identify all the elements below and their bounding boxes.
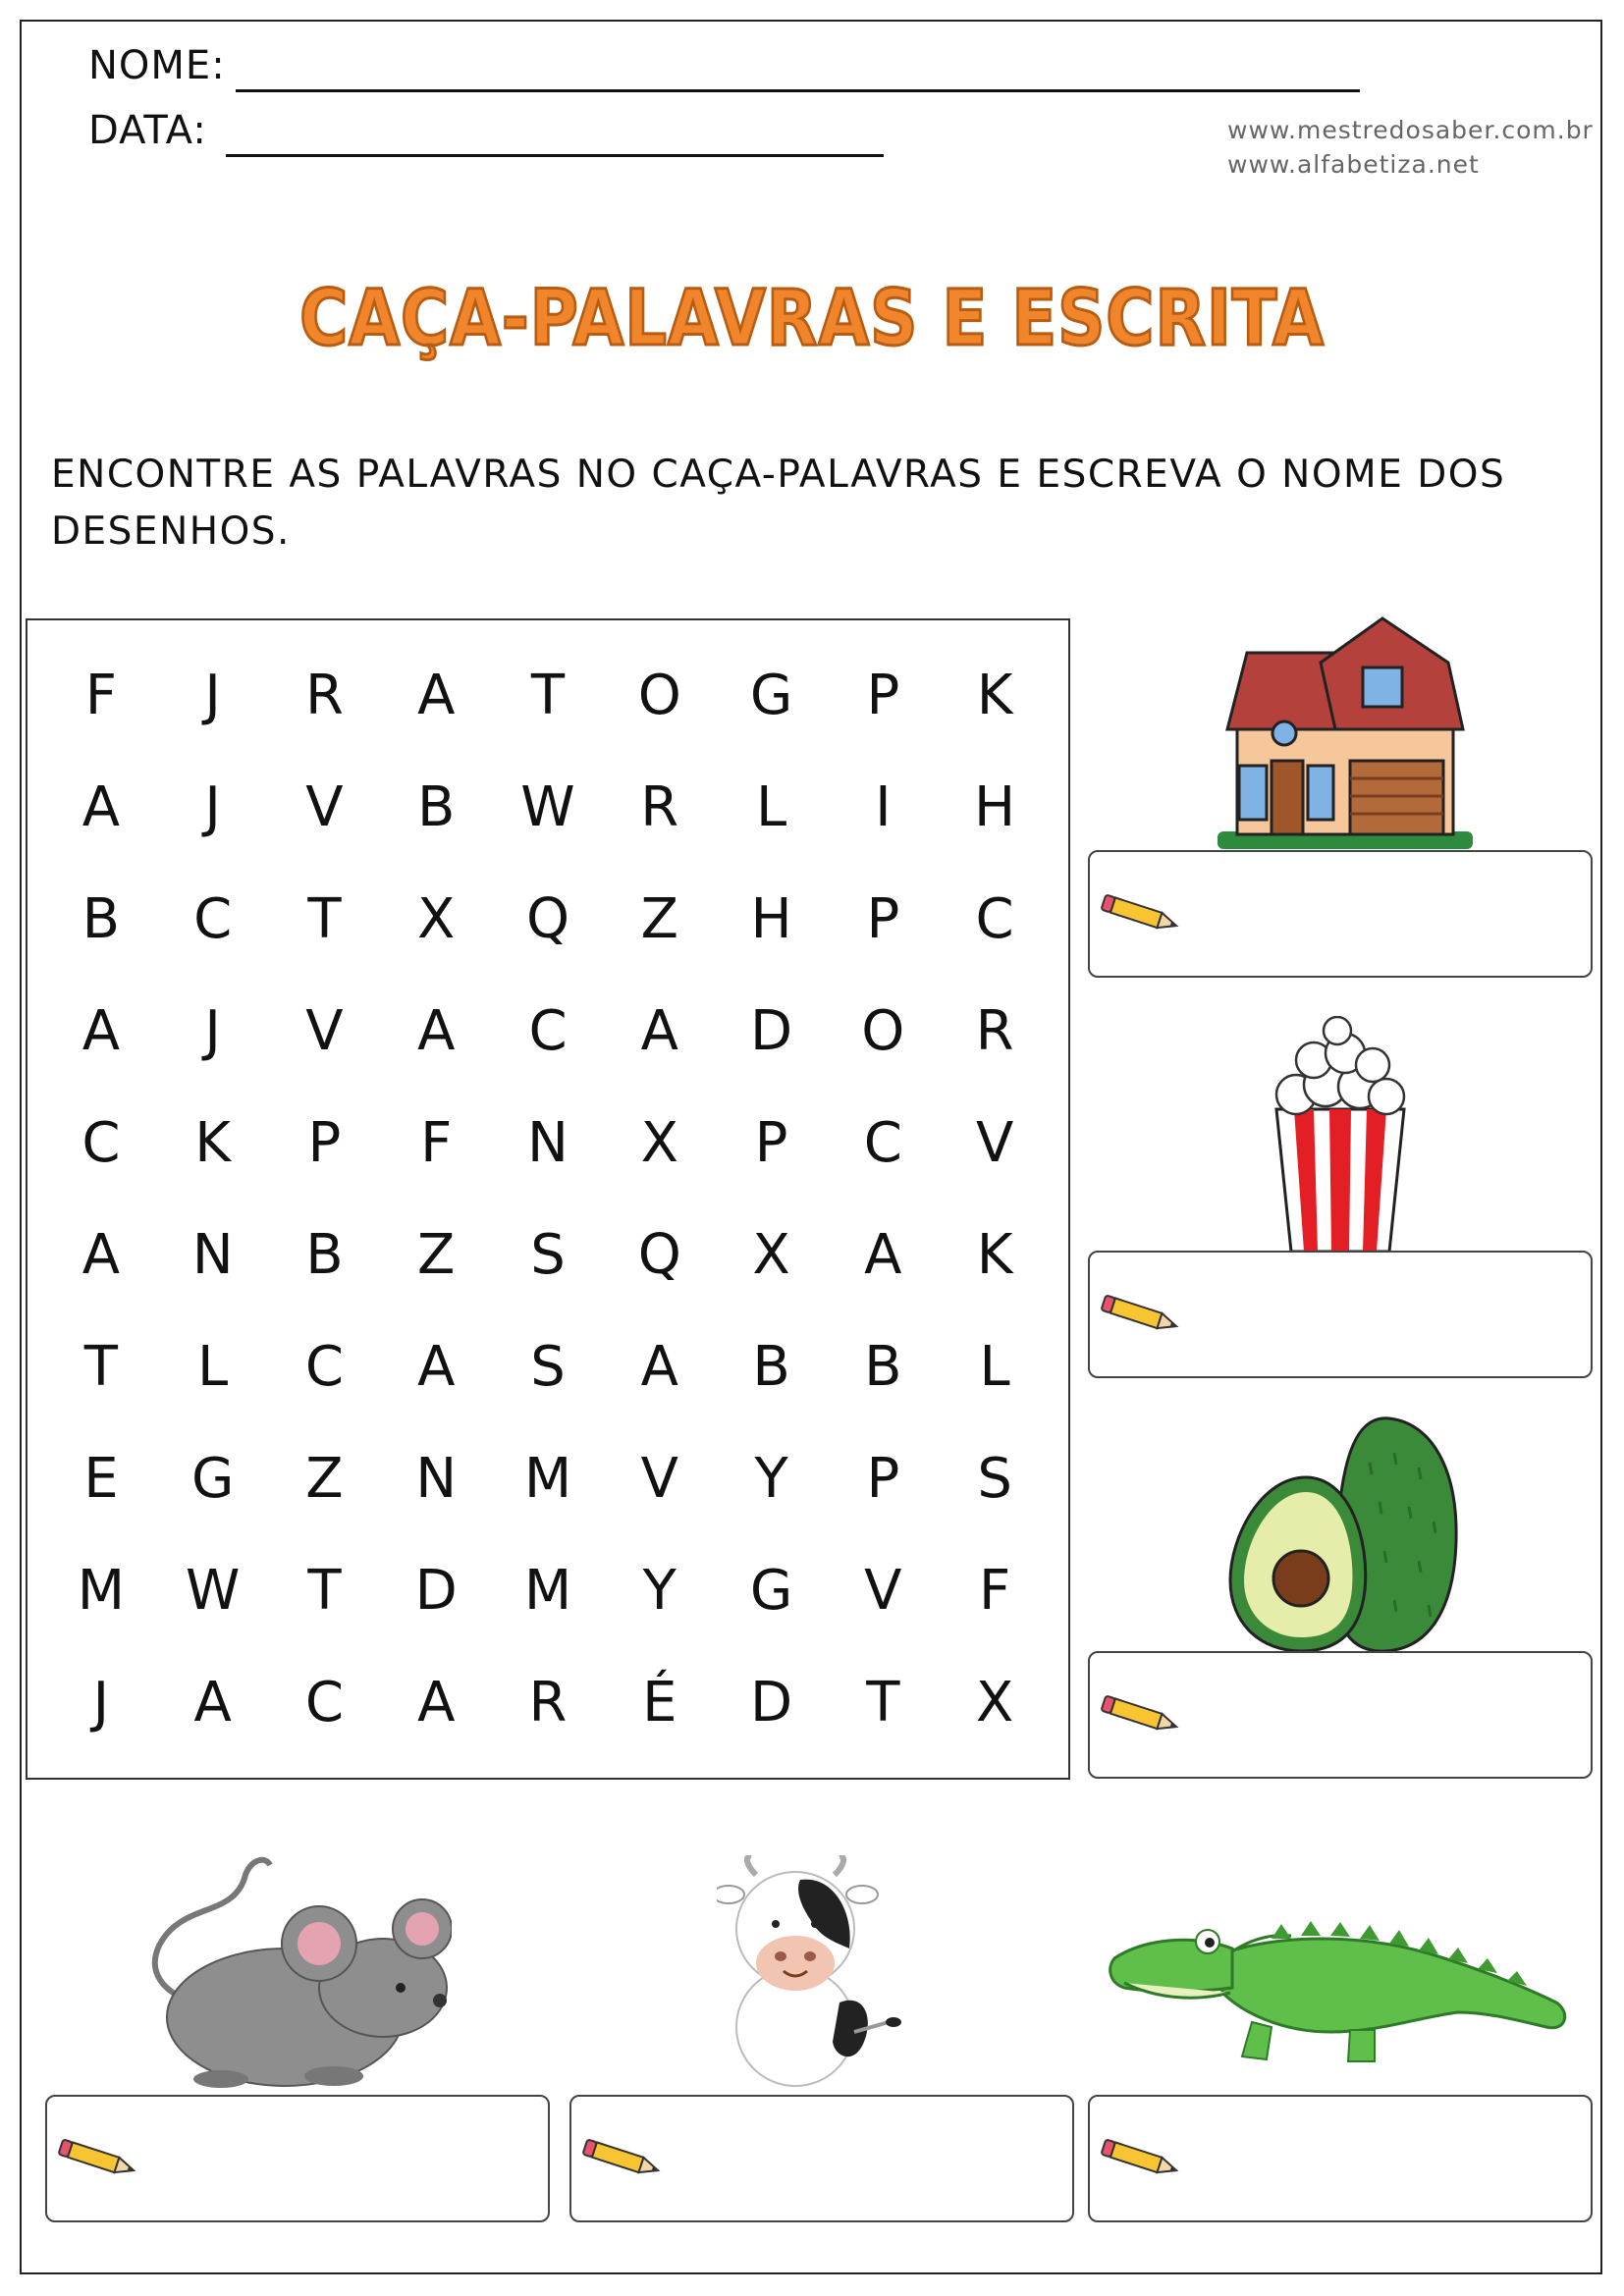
grid-letter[interactable]: Y bbox=[754, 1446, 788, 1511]
grid-letter[interactable]: R bbox=[528, 1670, 568, 1735]
grid-letter[interactable]: A bbox=[417, 664, 456, 728]
grid-letter[interactable]: B bbox=[81, 887, 121, 952]
pencil-icon bbox=[55, 2139, 139, 2178]
grid-letter[interactable]: C bbox=[304, 1334, 344, 1399]
pencil-icon bbox=[1098, 2139, 1182, 2178]
grid-letter[interactable]: M bbox=[523, 1558, 572, 1623]
grid-letter[interactable]: R bbox=[640, 775, 679, 840]
answer-box-cow[interactable] bbox=[569, 2095, 1074, 2222]
grid-letter[interactable]: T bbox=[307, 887, 342, 952]
answer-box-avocado[interactable] bbox=[1088, 1651, 1593, 1779]
mouse-icon bbox=[137, 1855, 452, 2091]
grid-letter[interactable]: J bbox=[204, 999, 221, 1064]
grid-letter[interactable]: A bbox=[81, 1222, 121, 1287]
name-line[interactable] bbox=[236, 89, 1360, 92]
grid-letter[interactable]: A bbox=[81, 775, 121, 840]
word-search-grid[interactable] bbox=[26, 618, 1070, 1780]
grid-letter[interactable]: T bbox=[530, 664, 566, 728]
grid-letter[interactable]: X bbox=[640, 1111, 678, 1176]
grid-letter[interactable]: B bbox=[305, 1222, 344, 1287]
site-link-2: www.alfabetiza.net bbox=[1227, 150, 1480, 179]
date-line[interactable] bbox=[226, 154, 884, 157]
grid-letter[interactable]: P bbox=[754, 1111, 788, 1176]
pencil-icon bbox=[1098, 1695, 1182, 1735]
grid-letter[interactable]: F bbox=[420, 1111, 453, 1176]
grid-letter[interactable]: A bbox=[81, 999, 121, 1064]
grid-letter[interactable]: Q bbox=[637, 1222, 681, 1287]
instruction-text: ENCONTRE AS PALAVRAS NO CAÇA-PALAVRAS E ESCREVA O NOME DOS DESENHOS. bbox=[51, 453, 1506, 554]
grid-letter[interactable]: X bbox=[752, 1222, 790, 1287]
grid-letter[interactable]: J bbox=[204, 664, 221, 728]
avocado-icon bbox=[1222, 1414, 1463, 1654]
page-title: CAÇA-PALAVRAS E ESCRITA bbox=[299, 275, 1325, 363]
grid-letter[interactable]: L bbox=[979, 1334, 1010, 1399]
grid-letter[interactable]: C bbox=[975, 887, 1014, 952]
grid-letter[interactable]: Z bbox=[640, 887, 678, 952]
grid-letter[interactable]: W bbox=[185, 1558, 241, 1623]
grid-letter[interactable]: W bbox=[520, 775, 575, 840]
grid-letter[interactable]: T bbox=[307, 1558, 342, 1623]
grid-letter[interactable]: A bbox=[640, 1334, 678, 1399]
grid-letter[interactable]: A bbox=[640, 999, 678, 1064]
grid-letter[interactable]: H bbox=[750, 887, 792, 952]
grid-letter[interactable]: O bbox=[637, 664, 681, 728]
site-link-1: www.mestredosaber.com.br bbox=[1227, 116, 1594, 144]
grid-letter[interactable]: T bbox=[866, 1670, 900, 1735]
grid-letter[interactable]: T bbox=[83, 1334, 118, 1399]
grid-letter[interactable]: C bbox=[863, 1111, 902, 1176]
grid-letter[interactable]: A bbox=[864, 1222, 902, 1287]
grid-letter[interactable]: F bbox=[84, 664, 117, 728]
grid-letter[interactable]: Z bbox=[305, 1446, 344, 1511]
grid-letter[interactable]: C bbox=[81, 1111, 121, 1176]
grid-letter[interactable]: M bbox=[77, 1558, 126, 1623]
grid-letter[interactable]: D bbox=[749, 1670, 793, 1735]
grid-letter[interactable]: P bbox=[866, 887, 900, 952]
grid-letter[interactable]: H bbox=[974, 775, 1016, 840]
house-icon bbox=[1218, 614, 1473, 849]
grid-letter[interactable]: S bbox=[530, 1334, 566, 1399]
grid-letter[interactable]: É bbox=[642, 1670, 677, 1735]
answer-box-alligator[interactable] bbox=[1088, 2095, 1593, 2222]
grid-letter[interactable]: I bbox=[875, 775, 892, 840]
grid-letter[interactable]: O bbox=[861, 999, 905, 1064]
grid-letter[interactable]: X bbox=[417, 887, 456, 952]
grid-letter[interactable]: K bbox=[976, 664, 1013, 728]
site-links bbox=[1227, 113, 1594, 182]
grid-letter[interactable]: V bbox=[305, 999, 344, 1064]
grid-letter[interactable]: L bbox=[197, 1334, 229, 1399]
pencil-icon bbox=[579, 2139, 664, 2178]
grid-letter[interactable]: B bbox=[752, 1334, 790, 1399]
grid-letter[interactable]: C bbox=[193, 887, 233, 952]
grid-letter[interactable]: Y bbox=[642, 1558, 677, 1623]
date-field[interactable] bbox=[88, 108, 913, 163]
grid-letter[interactable]: S bbox=[530, 1222, 566, 1287]
grid-letter[interactable]: Q bbox=[525, 887, 570, 952]
grid-letter[interactable]: N bbox=[527, 1111, 568, 1176]
answer-box-popcorn[interactable] bbox=[1088, 1251, 1593, 1378]
grid-letter[interactable]: G bbox=[749, 1558, 793, 1623]
alligator-icon bbox=[1105, 1895, 1576, 2071]
grid-letter[interactable]: Z bbox=[417, 1222, 456, 1287]
answer-box-house[interactable] bbox=[1088, 850, 1593, 978]
grid-letter[interactable]: P bbox=[307, 1111, 342, 1176]
grid-letter[interactable]: V bbox=[864, 1558, 902, 1623]
grid-letter[interactable]: C bbox=[528, 999, 568, 1064]
grid-letter[interactable]: G bbox=[190, 1446, 235, 1511]
grid-letter[interactable]: V bbox=[305, 775, 344, 840]
grid-letter[interactable]: J bbox=[92, 1670, 110, 1735]
grid-letter[interactable]: N bbox=[415, 1446, 458, 1511]
pencil-icon bbox=[1098, 894, 1182, 934]
grid-letter[interactable]: X bbox=[975, 1670, 1014, 1735]
grid-letter[interactable]: E bbox=[83, 1446, 119, 1511]
name-label: NOME: bbox=[88, 43, 226, 88]
grid-letter[interactable]: A bbox=[417, 999, 456, 1064]
grid-letter[interactable]: F bbox=[979, 1558, 1011, 1623]
grid-letter[interactable]: A bbox=[417, 1334, 456, 1399]
grid-letter[interactable]: A bbox=[193, 1670, 232, 1735]
grid-letter[interactable]: P bbox=[866, 1446, 900, 1511]
cow-icon bbox=[717, 1855, 933, 2091]
grid-letter[interactable]: G bbox=[749, 664, 793, 728]
grid-letter[interactable]: L bbox=[755, 775, 787, 840]
grid-letter[interactable]: B bbox=[417, 775, 456, 840]
name-field[interactable] bbox=[88, 43, 1365, 98]
popcorn-icon bbox=[1267, 1016, 1414, 1252]
grid-letter[interactable]: V bbox=[640, 1446, 678, 1511]
grid-letter[interactable]: J bbox=[204, 775, 221, 840]
grid-letter[interactable]: B bbox=[864, 1334, 902, 1399]
grid-letter[interactable]: M bbox=[523, 1446, 572, 1511]
grid-letter[interactable]: K bbox=[976, 1222, 1013, 1287]
answer-box-mouse[interactable] bbox=[45, 2095, 550, 2222]
grid-letter[interactable]: V bbox=[975, 1111, 1014, 1176]
grid-letter[interactable]: N bbox=[191, 1222, 234, 1287]
grid-letter[interactable]: R bbox=[304, 664, 344, 728]
grid-letter[interactable]: D bbox=[749, 999, 793, 1064]
date-label: DATA: bbox=[88, 108, 207, 153]
grid-letter[interactable]: A bbox=[417, 1670, 456, 1735]
grid-letter[interactable]: S bbox=[977, 1446, 1012, 1511]
grid-letter[interactable]: D bbox=[414, 1558, 458, 1623]
grid-letter[interactable]: K bbox=[194, 1111, 232, 1176]
grid-letter[interactable]: P bbox=[866, 664, 900, 728]
pencil-icon bbox=[1098, 1295, 1182, 1334]
grid-letter[interactable]: R bbox=[975, 999, 1014, 1064]
grid-letter[interactable]: C bbox=[304, 1670, 344, 1735]
